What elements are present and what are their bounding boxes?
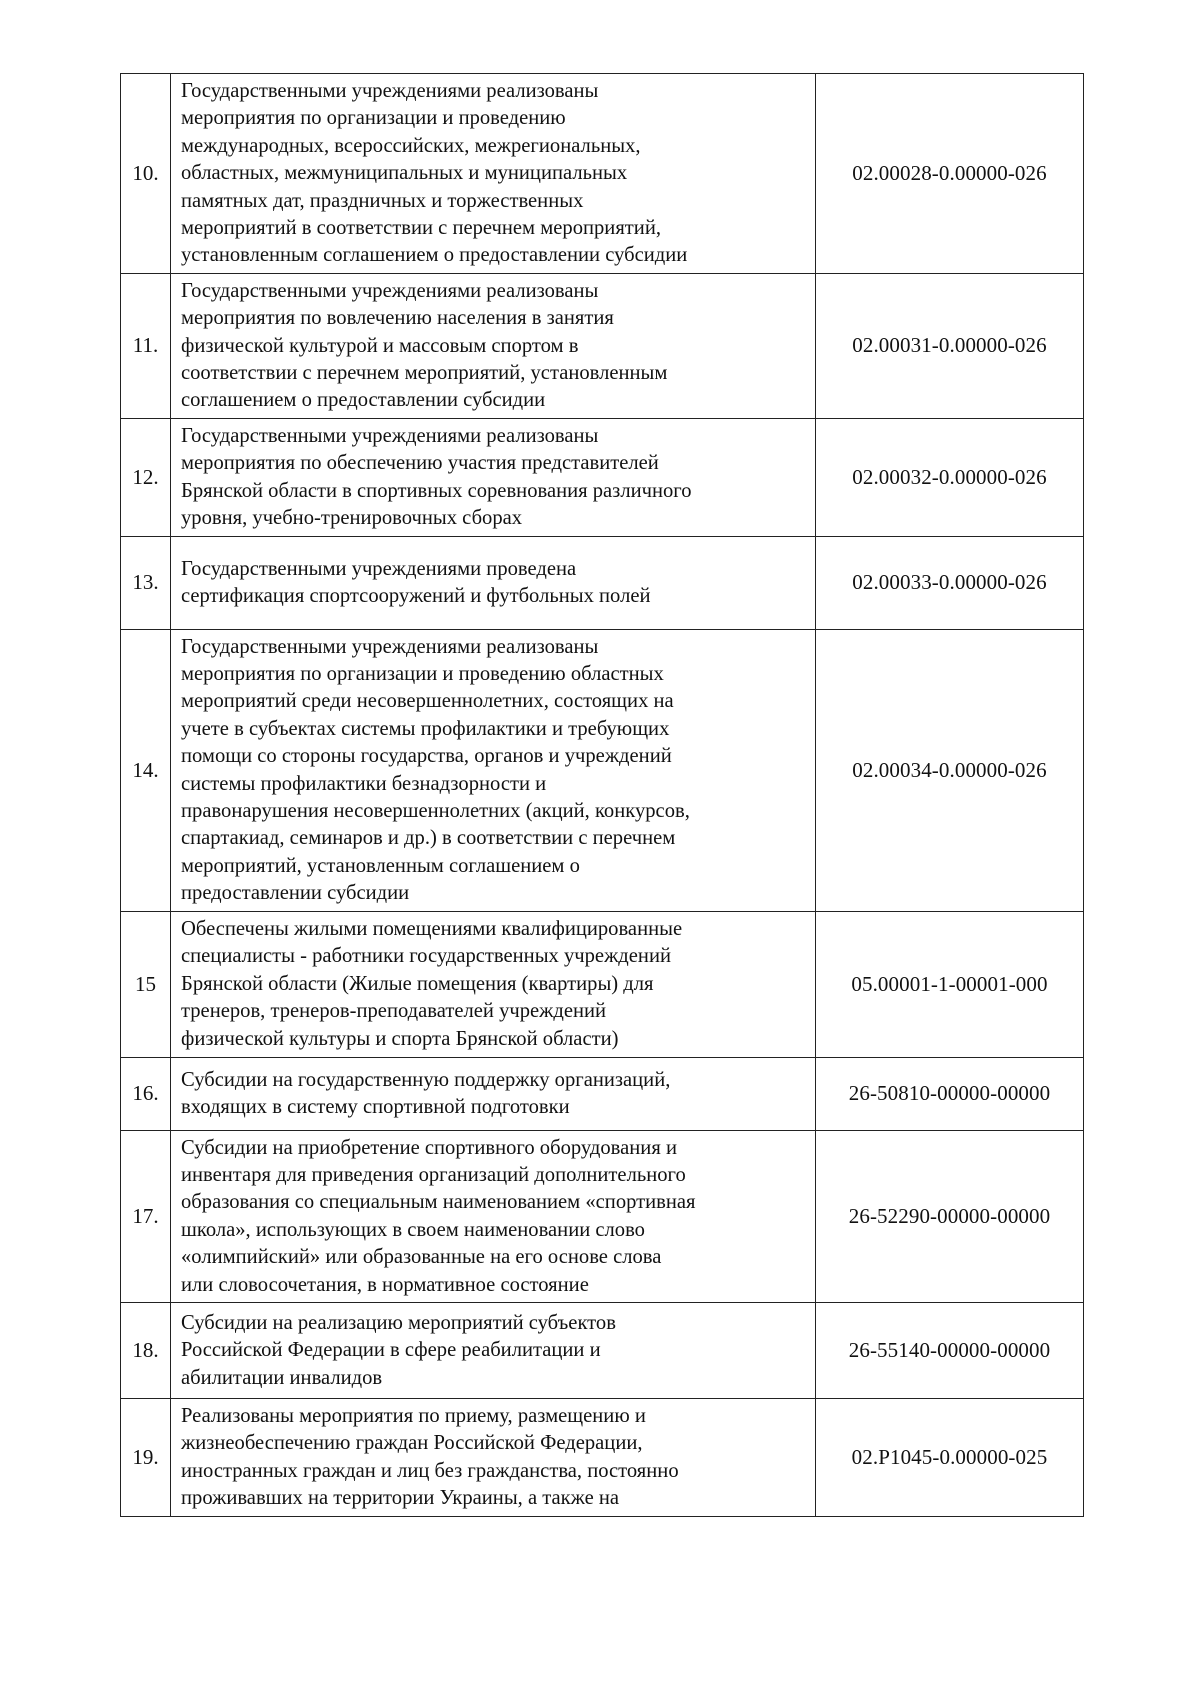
- row-description: [171, 418, 816, 536]
- description-line: Государственными учреждениями реализованы: [181, 424, 599, 447]
- row-number: 10.: [121, 74, 171, 274]
- row-description: [171, 1399, 816, 1517]
- description-line: мероприятия по организации и проведению областных: [181, 662, 664, 685]
- description-line: сертификация спортсооружений и футбольных полей: [181, 585, 651, 607]
- results-table: [120, 73, 1084, 1517]
- description-line: мероприятия по организации и проведению: [181, 107, 566, 130]
- row-code: 26-50810-00000-00000: [816, 1057, 1084, 1130]
- table-row: [121, 1057, 1084, 1130]
- description-line: проживавших на территории Украины, а также на: [181, 1487, 620, 1510]
- description-line: системы профилактики безнадзорности и: [181, 772, 547, 795]
- description-line: Государственными учреждениями реализованы: [181, 635, 599, 658]
- description-line: абилитации инвалидов: [181, 1366, 383, 1389]
- description-line: мероприятий в соответствии с перечнем мероприятий,: [181, 217, 661, 240]
- table-row: [121, 536, 1084, 629]
- description-line: соответствии с перечнем мероприятий, установленным: [181, 362, 668, 385]
- table-row: [121, 1130, 1084, 1302]
- row-number: 18.: [121, 1303, 171, 1399]
- description-line: образования со специальным наименованием «спортивная: [181, 1191, 696, 1214]
- row-code: 02.00034-0.00000-026: [816, 629, 1084, 911]
- description-line: уровня, учебно-тренировочных сборах: [181, 507, 523, 530]
- description-line: спартакиад, семинаров и др.) в соответствии с перечнем: [181, 827, 676, 850]
- description-line: мероприятий среди несовершеннолетних, состоящих на: [181, 690, 674, 713]
- row-number: 19.: [121, 1399, 171, 1517]
- description-line: Государственными учреждениями реализованы: [181, 279, 599, 302]
- row-description: [171, 273, 816, 418]
- row-number: 13.: [121, 536, 171, 629]
- row-code: 26-55140-00000-00000: [816, 1303, 1084, 1399]
- description-line: входящих в систему спортивной подготовки: [181, 1096, 570, 1119]
- row-code: 02.00032-0.00000-026: [816, 418, 1084, 536]
- row-description: [171, 1057, 816, 1130]
- row-number: 16.: [121, 1057, 171, 1130]
- row-number: 14.: [121, 629, 171, 911]
- description-line: инвентаря для приведения организаций дополнительного: [181, 1163, 686, 1186]
- description-line: Государственными учреждениями реализованы: [181, 80, 599, 102]
- description-line: «олимпийский» или образованные на его основе слова: [181, 1246, 662, 1269]
- description-line: Субсидии на приобретение спортивного оборудования и: [181, 1136, 677, 1159]
- description-line: или словосочетания, в нормативное состояние: [181, 1273, 589, 1296]
- row-code: 05.00001-1-00001-000: [816, 911, 1084, 1057]
- table-row: [121, 1303, 1084, 1399]
- row-description: [171, 629, 816, 911]
- table-row: [121, 1399, 1084, 1517]
- description-line: мероприятия по вовлечению населения в занятия: [181, 307, 614, 330]
- description-line: специалисты - работники государственных учреждений: [181, 945, 671, 968]
- description-line: установленным соглашением о предоставлении субсидии: [181, 244, 688, 267]
- row-code: 02.Р1045-0.00000-025: [816, 1399, 1084, 1517]
- table-row: [121, 911, 1084, 1057]
- description-line: областных, межмуниципальных и муниципальных: [181, 162, 628, 185]
- row-description: [171, 1303, 816, 1399]
- row-code: 02.00033-0.00000-026: [816, 536, 1084, 629]
- row-code: 02.00031-0.00000-026: [816, 273, 1084, 418]
- table-row: [121, 273, 1084, 418]
- description-line: правонарушения несовершеннолетних (акций, конкурсов,: [181, 799, 690, 822]
- row-description: [171, 1130, 816, 1302]
- row-description: [171, 536, 816, 629]
- description-line: тренеров, тренеров-преподавателей учреждений: [181, 1000, 607, 1023]
- table-row: [121, 629, 1084, 911]
- description-line: школа», использующих в своем наименовании слово: [181, 1218, 645, 1241]
- description-line: мероприятия по обеспечению участия представителей: [181, 452, 659, 475]
- row-number: 12.: [121, 418, 171, 536]
- description-line: Субсидии на реализацию мероприятий субъектов: [181, 1311, 616, 1334]
- description-line: предоставлении субсидии: [181, 882, 410, 905]
- description-line: иностранных граждан и лиц без гражданства, постоянно: [181, 1459, 679, 1482]
- table-body: [121, 74, 1084, 1517]
- description-line: международных, всероссийских, межрегиональных,: [181, 134, 641, 157]
- description-line: памятных дат, праздничных и торжественных: [181, 189, 584, 212]
- description-line: мероприятий, установленным соглашением о: [181, 854, 580, 877]
- row-code: 26-52290-00000-00000: [816, 1130, 1084, 1302]
- row-number: 11.: [121, 273, 171, 418]
- description-line: Российской Федерации в сфере реабилитации и: [181, 1339, 601, 1362]
- description-line: жизнеобеспечению граждан Российской Федерации,: [181, 1432, 643, 1455]
- description-line: Брянской области в спортивных соревнования различного: [181, 479, 692, 502]
- description-line: физической культурой и массовым спортом в: [181, 334, 579, 357]
- description-line: физической культуры и спорта Брянской области): [181, 1027, 619, 1050]
- description-line: Брянской области (Жилые помещения (квартиры) для: [181, 972, 654, 995]
- description-line: помощи со стороны государства, органов и учреждений: [181, 745, 672, 768]
- description-line: Реализованы мероприятия по приему, размещению и: [181, 1405, 646, 1427]
- table-row: [121, 418, 1084, 536]
- row-number: 15: [121, 911, 171, 1057]
- row-number: 17.: [121, 1130, 171, 1302]
- description-line: Субсидии на государственную поддержку организаций,: [181, 1068, 671, 1091]
- row-description: [171, 74, 816, 274]
- description-line: учете в субъектах системы профилактики и требующих: [181, 717, 670, 740]
- description-line: Обеспечены жилыми помещениями квалифицированные: [181, 918, 683, 941]
- description-line: соглашением о предоставлении субсидии: [181, 389, 546, 412]
- row-description: [171, 911, 816, 1057]
- description-line: Государственными учреждениями проведена: [181, 557, 577, 580]
- row-code: 02.00028-0.00000-026: [816, 74, 1084, 274]
- table-row: [121, 74, 1084, 274]
